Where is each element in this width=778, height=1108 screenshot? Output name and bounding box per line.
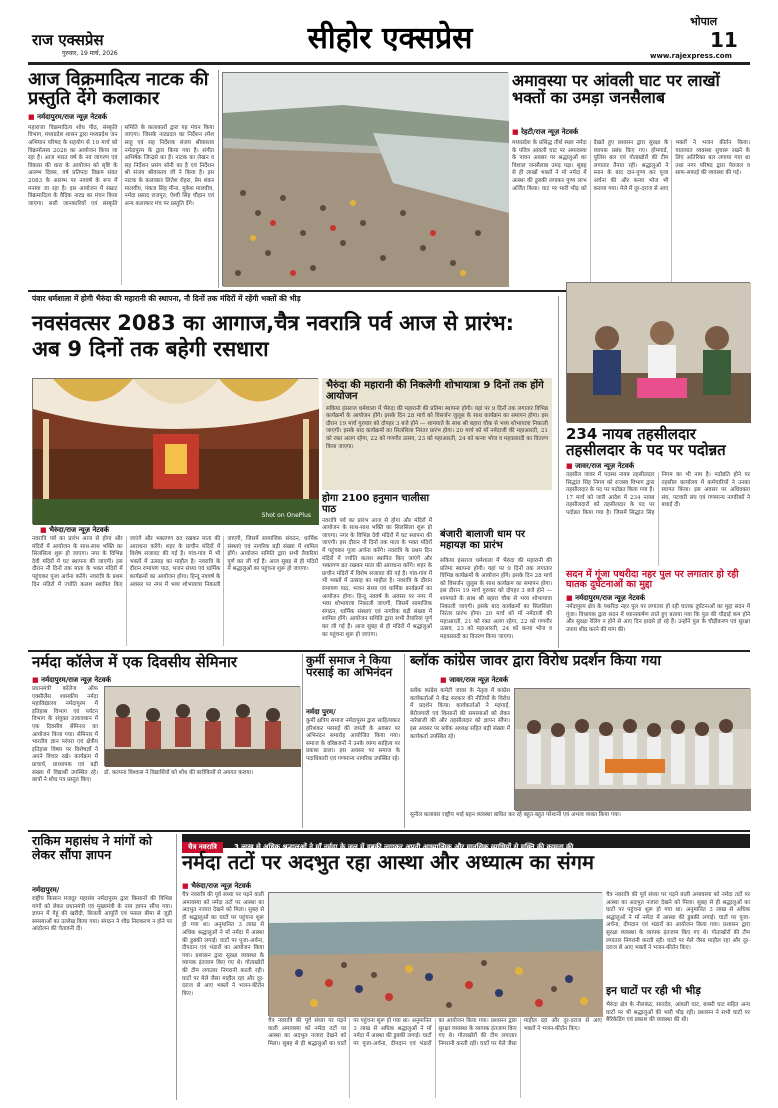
article-body-tehsildar: तहसील जावर में पदस्थ नायब तहसीलदार सिद्धांत सिंह निगम को राजस्व विभाग द्वारा तहसीलदार के पद पर पदोन्नत किया गया है। 17 मार्च को जारी आदेश में 234 नायब तहसीलदारों को तहसीलदार के पद पर पदोन्नत किया गया है। जिसमें सिद्धांत सिंह निगम का भी नाम है। पदोन्नति होने पर तहसील कार्यालय में कर्मचारियों ने उनका स्वागत किया। इस अवसर पर अधिवक्ता संघ, पटवारी संघ एवं गणमान्य नागरिकों ने बधाई दी। bbox=[566, 472, 750, 516]
article-body-pathrida: नर्मदापुरम क्षेत्र के पथरीदा नहर पुल पर लगातार हो रही घातक दुर्घटनाओं का मुद्दा सदन में गूंजा। विधायक द्वारा सदन में ध्यानाकर्षण लाते हुए बताया गया कि पुल की चौड़ाई कम होने और सुरक्षा रेलिंग न होने से आए दिन हादसे हो रहे हैं। उन्होंने पुल के चौड़ीकरण एवं सुरक्षा उपाय शीघ्र करने की मांग की। bbox=[566, 604, 750, 633]
byline-kurmi: नर्मदा पुरम/ bbox=[306, 708, 336, 716]
section-divider bbox=[28, 830, 750, 832]
kurmi-headline: कुर्मी समाज ने किया परसाई का अभिनंदन bbox=[306, 653, 393, 680]
amavasya-crowd-photo bbox=[222, 72, 508, 286]
paper-name: राज एक्सप्रेस bbox=[32, 31, 104, 49]
narmada-kicker: चैत्र नवरात्रि bbox=[182, 842, 223, 853]
byline-seminar: ■ नर्मदापुरम/राज न्यूज़ नेटवर्क bbox=[32, 676, 111, 684]
ghat-crowd-illustration bbox=[223, 73, 509, 287]
subhead: भैरुंदा की महारानी की निकलेगी शोभायात्रा 9 दिनों तक होंगे आयोजन bbox=[326, 380, 544, 402]
rakim-headline: राकिम महासंघ ने मांगों को लेकर सौंपा ज्ञापन bbox=[32, 833, 153, 862]
section-divider bbox=[28, 650, 750, 652]
column-divider bbox=[218, 70, 219, 288]
photo-caption-banner: ■ भैरुंदा/राज न्यूज़ नेटवर्क bbox=[40, 526, 109, 534]
article-body-kurmi: कुर्मी क्षत्रिय समाज नर्मदापुरम द्वारा साहित्यकार हरिशंकर परसाई की जयंती के अवसर पर अभिनंदन समारोह आयोजित किया गया। समाज के वरिष्ठजनों ने उनके व्यंग्य साहित्य पर प्रकाश डाला। इस अवसर पर समाज के पदाधिकारी एवं गणमान्य नागरिक उपस्थित रहे। bbox=[306, 718, 400, 762]
subhead-banjari: बंजारी बालाजी धाम पर महायज्ञ का प्रारंभ bbox=[440, 529, 526, 551]
edition-title: सीहोर एक्सप्रेस bbox=[307, 21, 473, 56]
article-body-rakim: राष्ट्रीय किसान मजदूर महासंघ नर्मदापुरम द्वारा किसानों की विभिन्न मांगों को लेकर प्रधानमंत्री एवं मुख्यमंत्री के नाम ज्ञापन सौंपा गया। ज्ञापन में गेहूं की खरीदी, बिजली आपूर्ति एवं फसल बीमा से जुड़ी समस्याओं का उल्लेख किया गया। संगठन ने शीघ्र निराकरण न होने पर आंदोलन की चेतावनी दी। bbox=[32, 896, 172, 933]
banner-headline: नवसंवत्सर 2083 का आगाज,चैत्र नवरात्रि पर्व आज से प्रारंभ: अब 9 दिनों तक बहेगी रसधारा bbox=[32, 311, 515, 362]
narmada-headline: नर्मदा तटों पर अदभुत रहा आस्था और अध्यात्म का संगम bbox=[182, 850, 594, 874]
page-number: 11 bbox=[710, 28, 738, 52]
congress-headline: ब्लॉक कांग्रेस जावर द्वारा विरोध प्रदर्शन किया गया bbox=[410, 653, 661, 669]
article-body-amavasya: मध्यप्रदेश के प्रसिद्ध तीर्थ स्थल नर्मदा के पवित्र आंवली घाट पर अमावस्या के पावन अवसर पर श्रद्धालुओं का विशाल जनसैलाब उमड़ पड़ा। सुबह से ही लाखों भक्तों ने माँ नर्मदा में आस्था की डुबकी लगाकर पुण्य लाभ अर्जित किया। घाट पर भारी भीड़ को देखते हुए प्रशासन द्वारा सुरक्षा के व्यापक प्रबंध किए गए। होमगार्ड, पुलिस बल एवं गोताखोरों की टीम लगातार तैनात रही। श्रद्धालुओं ने स्नान के बाद दान-पुण्य कर पूजा अर्चना की और कन्या भोज भी कराया गया। मेले में दूर-दराज से आए भक्तों ने भजन कीर्तन किया। यातायात व्यवस्था सुचारू रखने के लिए अतिरिक्त बल लगाया गया था तथा नगर परिषद द्वारा पेयजल व साफ-सफाई की व्यवस्था की गई। bbox=[512, 140, 750, 192]
column-divider bbox=[404, 654, 405, 828]
column-divider bbox=[558, 296, 559, 648]
narmada-subbody: भैरुंदा क्षेत्र के नीलकंठ, सातदेव, आंवली घाट, बाबरी घाट सहित अन्य घाटों पर भी श्रद्धालुओं की भारी भीड़ रही। प्रशासन ने सभी घाटों पर बैरिकेडिंग एवं प्रकाश की व्यवस्था की थी। bbox=[606, 1002, 750, 1024]
story-vikramaditya bbox=[28, 70, 214, 288]
byline-pathrida: ■ नर्मदापुरम/राज न्यूज़ नेटवर्क bbox=[566, 594, 645, 602]
masthead bbox=[0, 0, 778, 64]
seminar-photo bbox=[104, 686, 300, 766]
tehsildar-headline: 234 नायब तहसीलदार तहसीलदार के पद पर पदोन्नत bbox=[566, 425, 726, 460]
narmada-ghat-photo bbox=[268, 892, 602, 1016]
protest-illustration bbox=[515, 689, 751, 811]
city-label: भोपाल bbox=[690, 15, 718, 28]
article-body: महाराजा विक्रमादित्य शोध पीठ, संस्कृति विभाग, मध्यप्रदेश शासन द्वारा मध्यप्रदेश जन अभियान परिषद के सहयोग से 19 मार्च को विक्रमोत्सव 2026 का आयोजन किया जा रहा है। आज भारत वर्ष के नव जागरण एवं विकास की धारा के आयोजन को सृष्टि के आरम्भ दिवस, वर्ष प्रतिपदा विक्रम संवत 2083 के आरम्भ पर नववर्ष के रूप में मनाया जा रहा है। इस आयोजन में सम्राट विक्रमादित्य के वैदिक नाट्य का मंचन किया जाएगा। सारी जानकारियाँ एवं संस्कृति समिति के कलाकारों द्वारा यह मंचन किया जाएगा। जिसके नाट्यदल का निर्देशन रमेश साहू एवं सह निर्देशक संजय श्रीवास्तव नर्मदापुरम के द्वारा किया गया है। संगीत अभिषेक जिन्द्रसे का है। नाटक का लेखन व सह निर्देशन प्रसंग सोनी का है एवं निर्देशन श्री संजय श्रीवास्तव जी ने किया है। इस नाटक के कलाकार लितेश रोहरा, प्रेम शंकर मालवीय, पंकज सिंह मीना, मुकेश मालवीय, नर्मदा प्रसाद राजपूत, ऐश्वी सिंह चौहान एवं अन्य कलाकार मंच पर प्रस्तुति देंगे। bbox=[28, 124, 214, 207]
subhead-body: सकिया हंसराज धर्मशाला में भैरुंदा की महारानी की प्रतिमा स्थापना होगी। यहां पर 9 दिनों तक लगातार विभिन्न कार्यक्रमों के आयोजन होंगे। इसके दिन 28 मार्च को विसर्जन जुलूस के साथ कार्यक्रम का समापन होगा। इस दौरान 19 मार्च गुरुवार को दोपहर 3 बजे होने — शामयाते के साथ श्री बहारा चौक से भव्य शोभायात्रा निकाली जाएगी। इसके बाद कार्यक्रमों का सिलसिला निरंतर प्रारंभ होगा। 20 मार्च को माँ नर्मदाजी की महाआरती, 21 को रक्त अलग रहेगा, 22 को गणगौर उत्सव, 23 को महाआरती, 24 को कन्या भोज व महाप्रसादी का वितरण किया जाएगा। bbox=[326, 405, 548, 450]
congress-caption: सुनील कलाबार राष्ट्रीय भाई बहन व्यवस्था बाधित कर रहे बहुत-बहुत परेशानी एवं अभाव व्यक्त किया गया। bbox=[410, 812, 621, 818]
narmada-kicker-bar bbox=[182, 834, 750, 851]
pathrida-headline: सदन में गूंजा पथरीदा नहर पुल पर लगातार हो रही घातक दुर्घटनाओं का मुद्दा bbox=[566, 569, 739, 591]
tehsildar-photo bbox=[566, 282, 750, 422]
column-divider bbox=[302, 654, 303, 828]
headline: आज विक्रमादित्य नाटक की प्रस्तुति देंगे कलाकार bbox=[28, 69, 209, 110]
photo-watermark: Shot on OnePlus bbox=[261, 512, 311, 519]
narmada-subhead: इन घाटों पर रही भी भीड़ bbox=[606, 985, 701, 997]
subhead-banjari-body: सकिया हंसराज धर्मशाला में भैरुंदा की महारानी की प्रतिमा स्थापना होगी। यहां पर 9 दिनों तक लगातार विभिन्न कार्यक्रमों के आयोजन होंगे। इसके दिन 28 मार्च को विसर्जन जुलूस के साथ कार्यक्रम का समापन होगा। इस दौरान 19 मार्च गुरुवार को दोपहर 3 बजे होने — शामयाते के साथ श्री बहारा चौक से भव्य शोभायात्रा निकाली जाएगी। इसके बाद कार्यक्रमों का सिलसिला निरंतर प्रारंभ होगा। 20 मार्च को माँ नर्मदाजी की महाआरती, 21 को रक्त अलग रहेगा, 22 को गणगौर उत्सव, 23 को महाआरती, 24 को कन्या भोज व महाप्रसादी का वितरण किया जाएगा। bbox=[440, 558, 552, 640]
pandal-illustration bbox=[33, 379, 319, 525]
banner-body-left: नवरात्रि पर्व का प्रारंभ आज से होगा और मंदिरों में आयोजन के साथ-साथ भक्ति का सिलसिला शुरू हो जाएगा। नगर के विभिन्न देवी मंदिरों में घट स्थापना की जाएगी। इस दौरान नौ दिनों तक माता के भक्त मंदिरों में पहुंचकर पूजा अर्चना करेंगे। नवरात्रि के प्रथम दिन मंदिरों में ज्योति कलश स्थापित किए जाएंगे और भक्तगण व्रत रखकर माता की आराधना करेंगे। शहर के प्राचीन मंदिरों में विशेष सजावट की गई है। गांव-गांव में भी भक्तों में उत्साह का माहौल है। नवरात्रि के दौरान रामायण पाठ, भजन संध्या एवं धार्मिक कार्यक्रमों का आयोजन होगा। हिन्दू नववर्ष के अवसर पर नगर में भव्य शोभायात्रा निकाली जाएगी, जिसमें सामाजिक संगठन, धार्मिक संस्थाएं एवं नागरिक बड़ी संख्या में शामिल होंगे। आयोजन समिति द्वारा सभी तैयारियां पूर्ण कर ली गई हैं। आज सुबह से ही मंदिरों में श्रद्धालुओं का पहुंचना शुरू हो जाएगा। bbox=[32, 536, 318, 588]
website-link[interactable]: www.rajexpress.com bbox=[650, 52, 732, 60]
byline-congress: ■ जावर/राज न्यूज़ नेटवर्क bbox=[440, 676, 509, 684]
column-divider bbox=[176, 834, 177, 1100]
congress-protest-photo bbox=[514, 688, 750, 810]
masthead-divider bbox=[28, 62, 750, 65]
seminar-headline: नर्मदा कॉलेज में एक दिवसीय सेमिनार bbox=[32, 653, 238, 671]
narmada-deck: 3 लाख से अधिक श्रद्धालुओं ने माँ नर्मदा के जल में डुबकी लगाकर अपनी आध्यात्मिक और मानसिक व्याधियों से मुक्ति की कामना की bbox=[233, 843, 574, 851]
banner-subsection bbox=[322, 494, 552, 646]
byline: ■ नर्मदापुरम/राज न्यूज़ नेटवर्क bbox=[28, 112, 107, 121]
byline-narmada: ■ भैरुंदा/राज न्यूज़ नेटवर्क bbox=[182, 882, 251, 890]
byline-tehsildar: ■ जावर/राज न्यूज़ नेटवर्क bbox=[566, 462, 635, 470]
article-body-narmada-3: चैत्र नवरात्रि की पूर्व संध्या पर पड़ने वाली अमावस्या को नर्मदा तटों पर आस्था का अदभुत नजारा देखने को मिला। सुबह से ही श्रद्धालुओं का घाटों पर पहुंचना शुरू हो गया था। अनुमानित 3 लाख से अधिक श्रद्धालुओं ने माँ नर्मदा में आस्था की डुबकी लगाई। घाटों पर पूजा-अर्चना, दीपदान एवं भंडारों का आयोजन किया गया। प्रशासन द्वारा सुरक्षा व्यवस्था के व्यापक इंतजाम किए गए थे। गोताखोरों की टीम लगातार निगरानी करती रही। घाटों पर मेले जैसा माहौल रहा और दूर-दराज से आए भक्तों ने भजन-कीर्तन किए। bbox=[606, 892, 750, 952]
article-body-congress: ब्लॉक कांग्रेस कमेटी जावर के नेतृत्व में कांग्रेस कार्यकर्ताओं ने केंद्र सरकार की नीतियों के विरोध में प्रदर्शन किया। कार्यकर्ताओं ने महंगाई, बेरोजगारी एवं किसानों की समस्याओं को लेकर नारेबाजी की और तहसीलदार को ज्ञापन सौंपा। इस अवसर पर ब्लॉक अध्यक्ष सहित बड़ी संख्या में कार्यकर्ता उपस्थित रहे। bbox=[410, 688, 510, 740]
byline-amavasya: ■ रेहटी/राज न्यूज़ नेटवर्क bbox=[512, 128, 579, 136]
issue-date: गुरुवार, 19 मार्च, 2026 bbox=[62, 50, 118, 57]
office-illustration bbox=[567, 283, 751, 423]
article-body-seminar: प्रधानमंत्री कॉलेज ऑफ एक्सीलेंस शासकीय नर्मदा महाविद्यालय नर्मदापुरम में इतिहास विभाग एवं पर्यटन विभाग के संयुक्त तत्वावधान में एक दिवसीय सेमिनार का आयोजन किया गया। सेमिनार में भारतीय ज्ञान परंपरा एवं क्षेत्रीय इतिहास विषय पर विशेषज्ञों ने अपने विचार रखे। कार्यक्रम में प्राचार्य, प्राध्यापक एवं बड़ी संख्या में विद्यार्थी उपस्थित रहे। छात्रों ने शोध पत्र प्रस्तुत किए। bbox=[32, 686, 98, 784]
river-crowd-illustration bbox=[269, 893, 603, 1017]
subhead-hanuman-body: नवरात्रि पर्व का प्रारंभ आज से होगा और मंदिरों में आयोजन के साथ-साथ भक्ति का सिलसिला शुरू हो जाएगा। नगर के विभिन्न देवी मंदिरों में घट स्थापना की जाएगी। इस दौरान नौ दिनों तक माता के भक्त मंदिरों में पहुंचकर पूजा अर्चना करेंगे। नवरात्रि के प्रथम दिन मंदिरों में ज्योति कलश स्थापित किए जाएंगे और भक्तगण व्रत रखकर माता की आराधना करेंगे। शहर के प्राचीन मंदिरों में विशेष सजावट की गई है। गांव-गांव में भी भक्तों में उत्साह का माहौल है। नवरात्रि के दौरान रामायण पाठ, भजन संध्या एवं धार्मिक कार्यक्रमों का आयोजन होगा। हिन्दू नववर्ष के अवसर पर नगर में भव्य शोभायात्रा निकाली जाएगी, जिसमें सामाजिक संगठन, धार्मिक संस्थाएं एवं नागरिक बड़ी संख्या में शामिल होंगे। आयोजन समिति द्वारा सभी तैयारियां पूर्ण कर ली गई हैं। आज सुबह से ही मंदिरों में श्रद्धालुओं का पहुंचना शुरू हो जाएगा। bbox=[322, 517, 432, 638]
navratri-pandal-photo bbox=[32, 378, 318, 524]
headline: अमावस्या पर आंवली घाट पर लाखों भक्तों का उमड़ा जनसैलाब bbox=[512, 71, 720, 108]
subhead-hanuman: होगा 2100 हनुमान चालीसा पाठ bbox=[322, 493, 430, 515]
byline-rakim: नर्मदापुरम/ bbox=[32, 886, 60, 894]
classroom-illustration bbox=[105, 687, 301, 767]
article-body-narmada-1: चैत्र नवरात्रि की पूर्व संध्या पर पड़ने वाली अमावस्या को नर्मदा तटों पर आस्था का अदभुत नजारा देखने को मिला। सुबह से ही श्रद्धालुओं का घाटों पर पहुंचना शुरू हो गया था। अनुमानित 3 लाख से अधिक श्रद्धालुओं ने माँ नर्मदा में आस्था की डुबकी लगाई। घाटों पर पूजा-अर्चना, दीपदान एवं भंडारों का आयोजन किया गया। प्रशासन द्वारा सुरक्षा व्यवस्था के व्यापक इंतजाम किए गए थे। गोताखोरों की टीम लगातार निगरानी करती रही। घाटों पर मेले जैसा माहौल रहा और दूर-दराज से आए भक्तों ने भजन-कीर्तन किए। bbox=[182, 892, 264, 997]
article-body-narmada-2: चैत्र नवरात्रि की पूर्व संध्या पर पड़ने वाली अमावस्या को नर्मदा तटों पर आस्था का अदभुत नजारा देखने को मिला। सुबह से ही श्रद्धालुओं का घाटों पर पहुंचना शुरू हो गया था। अनुमानित 3 लाख से अधिक श्रद्धालुओं ने माँ नर्मदा में आस्था की डुबकी लगाई। घाटों पर पूजा-अर्चना, दीपदान एवं भंडारों का आयोजन किया गया। प्रशासन द्वारा सुरक्षा व्यवस्था के व्यापक इंतजाम किए गए थे। गोताखोरों की टीम लगातार निगरानी करती रही। घाटों पर मेले जैसा माहौल रहा और दूर-दराज से आए भक्तों ने भजन-कीर्तन किए। bbox=[268, 1018, 602, 1047]
subhead-box bbox=[322, 378, 552, 490]
banner-kicker: पंवार धर्मशाला में होगी भैरुंदा की महारानी की स्थापना, नौ दिनों तक मंदिरों में रहेंगी भक्तों की भीड़ bbox=[32, 294, 301, 303]
seminar-caption: डॉ. कल्पना विश्वास ने विद्यार्थियों को शोध की बारीकियों से अवगत कराया। bbox=[104, 770, 254, 776]
